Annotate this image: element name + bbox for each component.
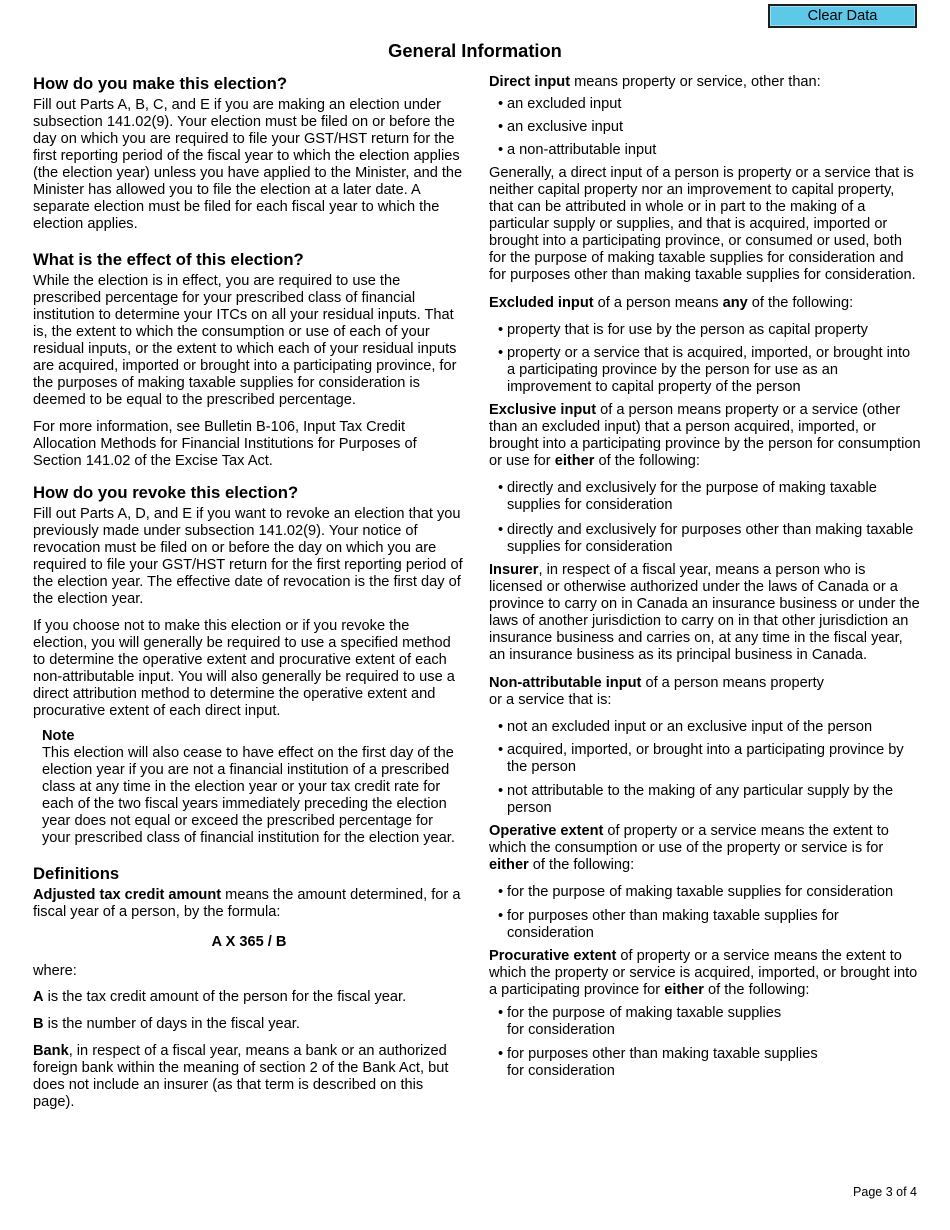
- list-item: • acquired, imported, or brought into a participating province by the person: [489, 742, 921, 776]
- term: Adjusted tax credit amount: [33, 887, 222, 903]
- list-item: [489, 1005, 921, 1039]
- definition: is the number of days in the fiscal year.: [43, 1016, 300, 1032]
- list-item: • an excluded input: [489, 96, 921, 113]
- term: B: [33, 1016, 44, 1032]
- emphasis: either: [554, 453, 595, 469]
- make-election-heading: How do you make this election?: [33, 74, 288, 93]
- list-item: • a non-attributable input: [489, 142, 921, 159]
- term: Operative extent: [489, 823, 604, 839]
- definition: of property or a service means the extent to which the consumption or use of the property or service is for: [489, 823, 889, 856]
- definition: , in respect of a fiscal year, means a bank or an authorized foreign bank within the meaning of section 2 of the Bank Act, but does not include an insurer (as that term is described on this page).: [33, 1043, 449, 1110]
- direct-input-general: Generally, a direct input of a person is property or a service that is neither capital property nor an improvement to capital property, that can be attributed in whole or in part to the making of a particular supply or supplies, and that is acquired, imported or brought into a participating province, or consumed or used, both for the purpose of making taxable supplies for consideration and for purposes other than making taxable supplies for consideration.: [489, 165, 916, 283]
- term: Procurative extent: [489, 948, 617, 964]
- definition: of a person means property or a service (other than an excluded input) that a person acquired, imported, or brought into a participating province by the person for consumption or use for: [489, 402, 921, 469]
- term: Insurer: [489, 562, 539, 578]
- def-exclusive-input: [489, 402, 921, 470]
- page-title: General Information: [388, 40, 562, 61]
- def-excluded-input: [489, 295, 921, 312]
- def-insurer: [489, 562, 921, 664]
- definition: of property or a service means the extent to which the property or service is acquired, imported, or brought into a participating province for: [489, 948, 918, 998]
- note-box: [42, 728, 465, 847]
- list-item: • an exclusive input: [489, 119, 921, 136]
- definition: means the amount determined, for a fiscal year of a person, by the formula:: [33, 887, 461, 920]
- exclusive-input-list: [489, 480, 921, 556]
- list-item: • not an excluded input or an exclusive input of the person: [489, 719, 921, 736]
- note-text: This election will also cease to have effect on the first day of the election year if you are not a financial institution of a prescribed class at any time in the election year or your tax credit rate for each of the two fiscal years immediately preceding the election year does not equal or exceed the prescribed percentage for your prescribed class of financial institution for the election year.: [42, 745, 455, 846]
- definition: or a service that is:: [489, 692, 612, 708]
- definition: means property or service, other than:: [570, 74, 821, 90]
- def-procurative-extent: [489, 948, 921, 999]
- list-item: [489, 1046, 921, 1080]
- definition: of the following:: [703, 982, 810, 998]
- list-item: • directly and exclusively for purposes other than making taxable supplies for consideration: [489, 522, 921, 556]
- direct-input-list: [489, 96, 921, 159]
- operative-extent-list: [489, 884, 921, 942]
- def-bank: [33, 1043, 465, 1111]
- page-number: Page 3 of 4: [853, 1185, 917, 1199]
- excluded-input-list: [489, 322, 921, 396]
- term: A: [33, 989, 44, 1005]
- right-column: [489, 74, 921, 1086]
- definition: is the tax credit amount of the person for the fiscal year.: [43, 989, 407, 1005]
- left-column: [33, 74, 465, 1121]
- emphasis: either: [664, 982, 704, 998]
- list-item-line: for consideration: [507, 1022, 615, 1038]
- make-election-text: Fill out Parts A, B, C, and E if you are making an election under subsection 141.02(9). Your election must be filed on or before the day on which you are required to file your GST/HST return for the first reporting period of the fiscal year to which the election applies (the election year) unless you have applied to the Minister, and the Minister has allowed you to file the election at a later date. A separate election must be filed for each fiscal year to which the election applies.: [33, 97, 463, 232]
- list-item: • not attributable to the making of any particular supply by the person: [489, 783, 921, 817]
- effect-heading: What is the effect of this election?: [33, 250, 304, 269]
- list-item: • for the purpose of making taxable supplies for consideration: [489, 884, 921, 901]
- list-item: • property or a service that is acquired, imported, or brought into a participating province by the person for use as an improvement to capital property of the person: [489, 345, 921, 396]
- formula: A X 365 / B: [211, 934, 287, 950]
- list-item: • directly and exclusively for the purpose of making taxable supplies for consideration: [489, 480, 921, 514]
- list-item: • property that is for use by the person as capital property: [489, 322, 921, 339]
- emphasis: either: [489, 857, 529, 873]
- def-b: [33, 1016, 465, 1033]
- list-item-line: for consideration: [507, 1063, 615, 1079]
- note-title: Note: [42, 728, 75, 744]
- term: Bank: [33, 1043, 69, 1059]
- where-label: where:: [33, 963, 77, 979]
- definitions-heading: Definitions: [33, 864, 120, 883]
- term: Exclusive input: [489, 402, 597, 418]
- term: Excluded input: [489, 295, 594, 311]
- def-operative-extent: [489, 823, 921, 874]
- term: Direct input: [489, 74, 571, 90]
- effect-more-info: For more information, see Bulletin B-106, Input Tax Credit Allocation Methods for Financial Institutions for Purposes of Section 141.02 of the Excise Tax Act.: [33, 419, 417, 469]
- revoke-heading: How do you revoke this election?: [33, 483, 299, 502]
- emphasis: any: [722, 295, 748, 311]
- definition: of a person means: [593, 295, 723, 311]
- list-item-line: for purposes other than making taxable supplies: [507, 1046, 818, 1062]
- non-attributable-input-list: [489, 719, 921, 817]
- revoke-text: Fill out Parts A, D, and E if you want to revoke an election that you previously made under subsection 141.02(9). Your notice of revocation must be filed on or before the day on which you are required to file your GST/HST return for the first reporting period of the election year. The effective date of revocation is the first day of the election year.: [33, 506, 463, 607]
- procurative-extent-list: [489, 1005, 921, 1080]
- definition: of the following:: [528, 857, 635, 873]
- effect-text: While the election is in effect, you are required to use the prescribed percentage for your prescribed class of financial institution to determine your ITCs on all your residual inputs. That is, the extent to which the consumption or use of each of your residual inputs, or the extent to which each of your residual inputs are acquired, imported or brought into a participating province, for the purposes of making taxable supplies for consideration is deemed to be equal to the prescribed percentage.: [33, 273, 457, 408]
- def-adjusted-tax-credit: [33, 887, 465, 921]
- clear-data-button[interactable]: Clear Data: [768, 4, 917, 28]
- definition: of a person means property: [641, 675, 824, 691]
- def-a: [33, 989, 465, 1006]
- term: Non-attributable input: [489, 675, 642, 691]
- def-non-attributable-input: [489, 675, 921, 709]
- revoke-consequence-text: If you choose not to make this election or if you revoke the election, you will generally be required to use a specified method to determine the operative extent and procurative extent of each non-attributable input. You will also generally be required to use a direct attribution method to determine the operative extent and procurative extent of each direct input.: [33, 618, 455, 719]
- definition: , in respect of a fiscal year, means a person who is licensed or otherwise authorized under the laws of Canada or a province to carry on in Canada an insurance business or under the laws of another jurisdiction to carry on in that other jurisdiction an insurance business and carries on, at any time in the fiscal year, an insurance business as its principal business in Canada.: [489, 562, 920, 663]
- definition: of the following:: [747, 295, 854, 311]
- list-item: • for purposes other than making taxable supplies for consideration: [489, 908, 921, 942]
- definition: of the following:: [594, 453, 700, 469]
- def-direct-input: [489, 74, 921, 91]
- list-item-line: for the purpose of making taxable supplies: [507, 1005, 782, 1021]
